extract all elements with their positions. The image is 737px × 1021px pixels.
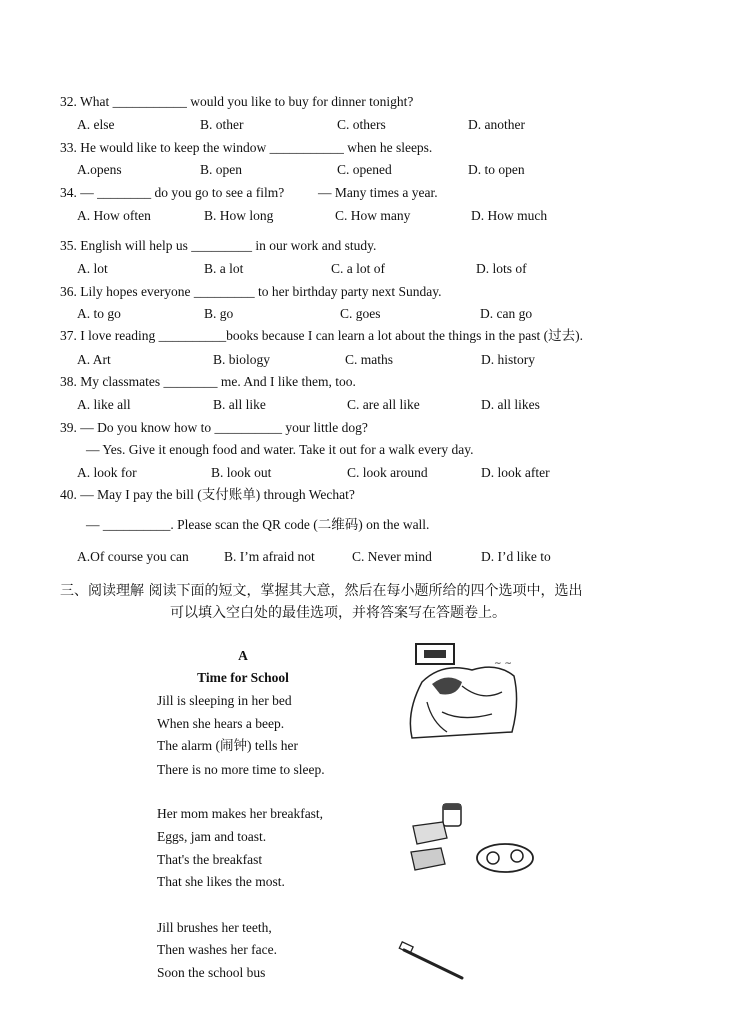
option-33b: B. open: [200, 162, 242, 177]
blanket-folds: [427, 686, 502, 732]
question-40-reply: — __________. Please scan the QR code (二维码) on the wall.: [86, 517, 430, 532]
toothbrush-bristles: [399, 942, 413, 953]
option-39a: A. look for: [77, 465, 137, 480]
question-39: 39. — Do you know how to __________ your little dog?: [60, 420, 368, 435]
question-32: 32. What ___________ would you like to buy for dinner tonight?: [60, 94, 414, 109]
option-39c: C. look around: [347, 465, 428, 480]
poem-line: Jill brushes her teeth,: [157, 920, 272, 935]
option-37a: A. Art: [77, 352, 111, 367]
option-36d: D. can go: [480, 306, 533, 321]
option-34d: D. How much: [471, 208, 548, 223]
poem-line: When she hears a beep.: [157, 716, 285, 731]
sleeping-girl-illustration: [402, 642, 524, 742]
poem-line: There is no more time to sleep.: [157, 762, 325, 777]
section-3-line-2: 可以填入空白处的最佳选项，并将答案写在答题卷上。: [170, 605, 506, 621]
option-38b: B. all like: [213, 397, 266, 412]
option-38d: D. all likes: [481, 397, 540, 412]
blanket: [410, 667, 516, 738]
toothbrush-icon: [398, 940, 468, 985]
question-33: 33. He would like to keep the window ___________ when he sleeps.: [60, 140, 433, 155]
poem-line: Her mom makes her breakfast,: [157, 806, 324, 821]
poem-line: That's the breakfast: [157, 852, 263, 867]
option-40b: B. I’m afraid not: [224, 549, 315, 564]
option-33a: A.opens: [77, 162, 122, 177]
option-35a: A. lot: [77, 261, 108, 276]
option-40d: D. I’d like to: [481, 549, 551, 564]
option-32d: D. another: [468, 117, 525, 132]
question-39-reply: — Yes. Give it enough food and water. Take it out for a walk every day.: [86, 442, 474, 457]
option-35c: C. a lot of: [331, 261, 385, 276]
toast-slice: [411, 848, 445, 870]
option-37c: C. maths: [345, 352, 394, 367]
option-40a: A.Of course you can: [77, 549, 189, 564]
option-32c: C. others: [337, 117, 386, 132]
option-39d: D. look after: [481, 465, 550, 480]
option-32a: A. else: [77, 117, 115, 132]
hair: [432, 677, 462, 694]
section-3-instructions: [60, 580, 680, 624]
breakfast-illustration: [407, 800, 537, 880]
question-40: 40. — May I pay the bill (支付账单) through Wechat?: [60, 487, 355, 502]
question-36: 36. Lily hopes everyone _________ to her birthday party next Sunday.: [60, 284, 442, 299]
option-36a: A. to go: [77, 306, 121, 321]
option-32b: B. other: [200, 117, 244, 132]
option-33d: D. to open: [468, 162, 525, 177]
passage-title: Time for School: [197, 670, 289, 685]
option-39b: B. look out: [211, 465, 272, 480]
option-33c: C. opened: [337, 162, 392, 177]
option-37d: D. history: [481, 352, 535, 367]
egg-yolk: [487, 852, 499, 864]
option-37b: B. biology: [213, 352, 271, 367]
question-34: 34. — ________ do you go to see a film? — Many times a year.: [60, 185, 438, 200]
option-35b: B. a lot: [204, 261, 244, 276]
passage-letter: A: [238, 648, 248, 663]
poem-line: Soon the school bus: [157, 965, 266, 980]
option-38c: C. are all like: [347, 397, 420, 412]
egg-icon: [477, 844, 533, 872]
toast-icon: [413, 822, 447, 844]
option-34b: B. How long: [204, 208, 274, 223]
toothbrush-handle: [404, 950, 462, 978]
poem-line: That she likes the most.: [157, 874, 285, 889]
option-38a: A. like all: [77, 397, 131, 412]
option-35d: D. lots of: [476, 261, 527, 276]
option-34a: A. How often: [77, 208, 151, 223]
clock-display: [424, 650, 446, 658]
egg-yolk: [511, 850, 523, 862]
question-35: 35. English will help us _________ in our work and study.: [60, 238, 377, 253]
option-36b: B. go: [204, 306, 234, 321]
option-40c: C. Never mind: [352, 549, 432, 564]
jam-jar-lid: [443, 804, 461, 810]
poem-line: Jill is sleeping in her bed: [157, 693, 292, 708]
question-38: 38. My classmates ________ me. And I like them, too.: [60, 374, 356, 389]
section-3-line-1: 三、阅读理解 阅读下面的短文，掌握其大意，然后在每小题所给的四个选项中，选出: [60, 583, 583, 599]
poem-line: Then washes her face.: [157, 942, 277, 957]
zzz-mark: ~ ~: [494, 659, 512, 669]
option-36c: C. goes: [340, 306, 381, 321]
question-37: 37. I love reading __________books because I can learn a lot about the things in the past (过去).: [60, 328, 583, 343]
option-34c: C. How many: [335, 208, 411, 223]
poem-line: The alarm (闹钟) tells her: [157, 738, 298, 753]
poem-line: Eggs, jam and toast.: [157, 829, 267, 844]
